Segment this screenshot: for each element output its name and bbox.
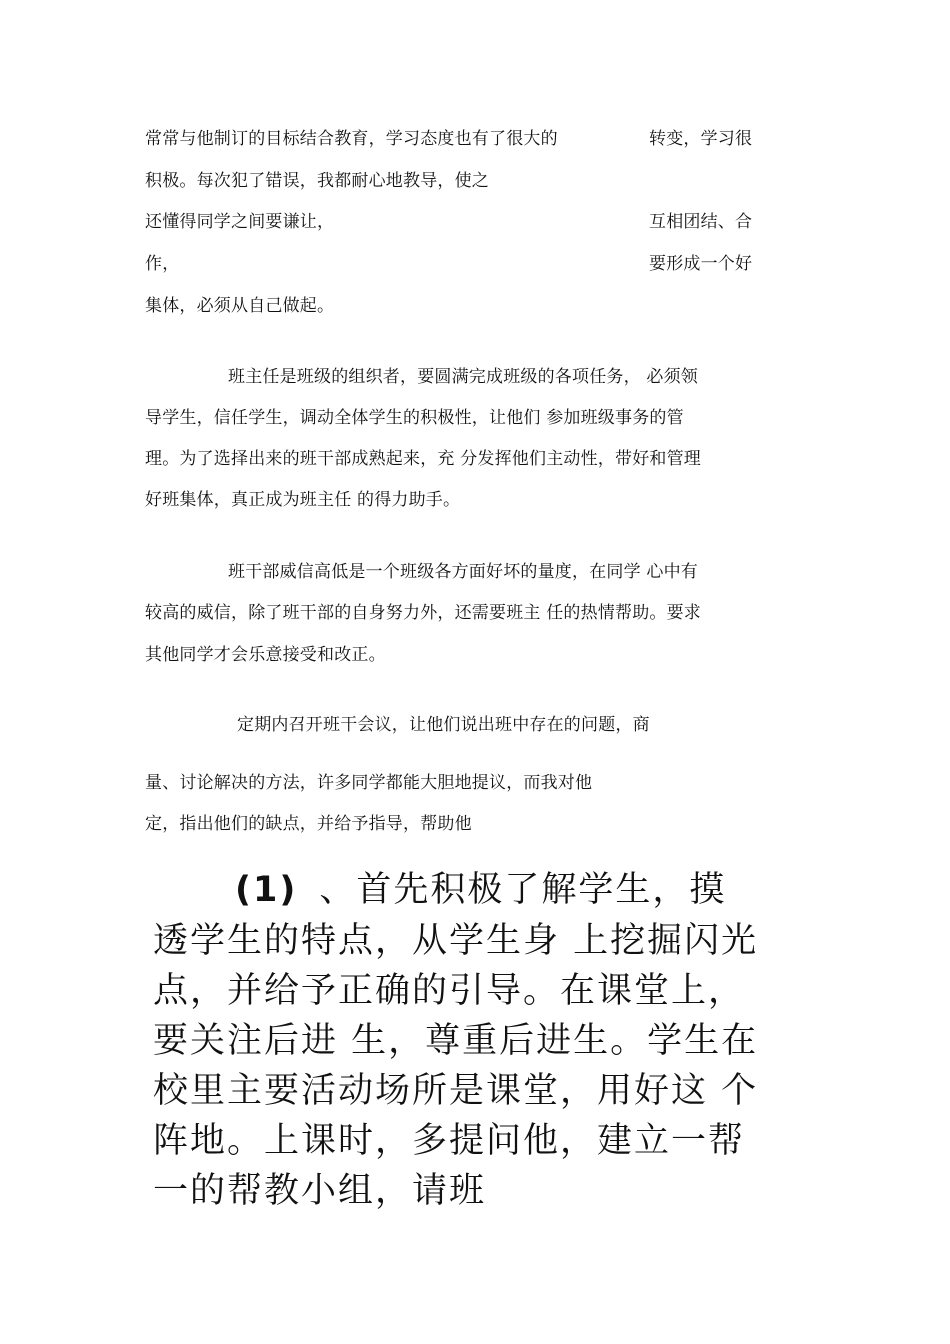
paragraph-line: 班主任是班级的组织者，要圆满完成班级的各项任务， 必须领 xyxy=(228,367,699,387)
paragraph-line: 积极。每次犯了错误，我都耐心地教导，使之 xyxy=(145,171,489,191)
paragraph-line: 定期内召开班干会议，让他们说出班中存在的问题，商 xyxy=(237,715,650,735)
paragraph-line: 定，指出他们的缺点，并给予指导，帮助他 xyxy=(145,814,472,834)
large-paragraph-line: 透学生的特点，从学生身 上挖掘闪光 xyxy=(153,921,759,961)
paragraph-line: 导学生，信任学生，调动全体学生的积极性，让他们 参加班级事务的管 xyxy=(145,408,684,428)
large-paragraph-line xyxy=(153,865,793,915)
paragraph-line: 其他同学才会乐意接受和改正。 xyxy=(145,645,386,665)
list-number: (1) xyxy=(235,870,298,910)
large-paragraph-line: 要关注后进 生，尊重后进生。学生在 xyxy=(153,1021,759,1061)
large-paragraph-line: 校里主要活动场所是课堂，用好这 个 xyxy=(153,1071,759,1111)
large-paragraph-line: 点，并给予正确的引导。在课堂上， xyxy=(153,971,746,1011)
paragraph-line: 较高的威信，除了班干部的自身努力外，还需要班主 任的热情帮助。要求 xyxy=(145,603,702,623)
paragraph-line: 要形成一个好 xyxy=(649,254,753,274)
paragraph-line: 转变，学习很 xyxy=(649,129,753,149)
paragraph-line: 集体，必须从自己做起。 xyxy=(145,296,335,316)
paragraph-line: 好班集体，真正成为班主任 的得力助手。 xyxy=(145,490,461,510)
paragraph-line: 常常与他制订的目标结合教育，学习态度也有了很大的 xyxy=(145,129,558,149)
large-paragraph-line: 一的帮教小组，请班 xyxy=(153,1171,487,1211)
large-paragraph-text: 、首先积极了解学生，摸 xyxy=(319,870,727,910)
paragraph-line: 理。为了选择出来的班干部成熟起来，充 分发挥他们主动性，带好和管理 xyxy=(145,449,702,469)
paragraph-line: 还懂得同学之间要谦让， xyxy=(145,212,335,232)
paragraph-line: 量、讨论解决的方法，许多同学都能大胆地提议，而我对他 xyxy=(145,773,593,793)
paragraph-line: 互相团结、合 xyxy=(649,212,753,232)
paragraph-line: 班干部威信高低是一个班级各方面好坏的量度，在同学 心中有 xyxy=(228,562,699,582)
large-paragraph-line: 阵地。上课时，多提问他，建立一帮 xyxy=(153,1121,746,1161)
paragraph-line: 作， xyxy=(145,254,180,274)
